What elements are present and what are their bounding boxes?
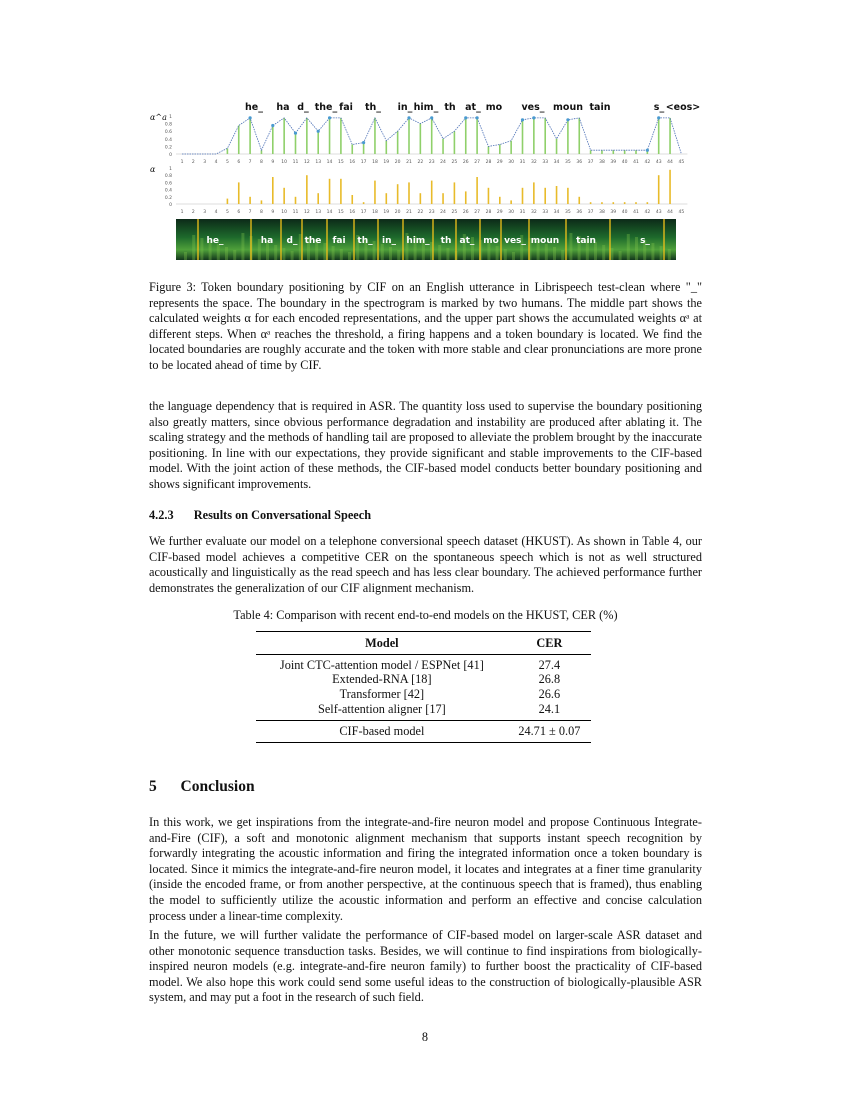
spectrogram-texture (668, 249, 671, 260)
spectrogram-texture (561, 250, 564, 260)
x-tick-label: 29 (496, 210, 503, 215)
bar-mark (578, 118, 580, 154)
x-tick-label: 37 (587, 160, 594, 165)
bar-mark (249, 118, 251, 154)
bar-mark (635, 202, 637, 204)
table-cell-model: Joint CTC-attention model / ESPNet [41] (279, 657, 484, 672)
x-tick-label: 33 (542, 210, 549, 215)
panel-axis-label: α (150, 165, 156, 174)
x-tick-label: 13 (315, 160, 322, 165)
table-cell-model: Transformer [42] (339, 687, 425, 702)
spectrogram-texture (225, 247, 228, 260)
x-tick-label: 38 (599, 160, 605, 165)
y-tick-label: 0.8 (164, 174, 172, 180)
panel-axis-label: α^a (150, 113, 167, 122)
spectrogram-texture (651, 243, 654, 260)
subsection-title: Results on Conversational Speech (193, 508, 372, 522)
cif-boundary-figure (140, 96, 705, 268)
spectrogram-texture (233, 250, 236, 260)
bar-mark (465, 191, 467, 204)
top-token-label: <eos> (665, 102, 701, 113)
top-token-label: s_ (653, 102, 665, 113)
bar-mark (272, 126, 274, 155)
x-tick-label: 32 (530, 210, 537, 215)
bar-mark (408, 182, 410, 204)
spectrogram-token-label: he_ (206, 236, 224, 246)
bar-mark (590, 150, 592, 154)
spectrogram-texture (504, 249, 507, 260)
x-tick-label: 2 (191, 210, 195, 215)
x-tick-label: 30 (508, 160, 515, 165)
spectrogram-texture (496, 246, 499, 260)
spectrogram-texture (217, 244, 220, 260)
x-tick-label: 32 (530, 160, 537, 165)
fire-point (532, 116, 535, 119)
x-tick-label: 14 (326, 160, 333, 165)
fire-point (294, 132, 297, 135)
x-tick-label: 12 (303, 210, 310, 215)
x-tick-label: 7 (248, 160, 252, 165)
section-number: 5 (149, 778, 157, 795)
x-tick-label: 24 (440, 160, 446, 165)
bar-mark (397, 184, 399, 204)
bar-mark (351, 195, 353, 204)
x-tick-label: 7 (248, 210, 252, 215)
y-tick-label: 0 (169, 203, 172, 208)
y-tick-label: 0.6 (164, 130, 172, 136)
bar-mark (522, 188, 524, 204)
x-tick-label: 21 (406, 160, 412, 165)
results-table (256, 631, 591, 743)
bar-mark (317, 193, 319, 204)
bar-mark (454, 131, 456, 154)
fire-point (407, 116, 410, 119)
x-tick-label: 8 (260, 210, 263, 215)
spectrogram-token-label: ha (260, 236, 274, 246)
bar-mark (533, 182, 535, 204)
figure-3 (140, 96, 705, 268)
fire-point (249, 116, 252, 119)
x-tick-label: 30 (508, 210, 515, 215)
fire-point (271, 124, 274, 127)
table-cell-model: Extended-RNA [18] (332, 672, 432, 687)
figure-caption: Figure 3: Token boundary positioning by CIF on an English utterance in Librispeech test-clean where "_" represents the space. The boundary in the spectrogram is marked by two humans. The middle part shows the calculated weights α for each encoded representations, and the upper part shows the accumulated weights αᵃ at different steps. When αᵃ reaches the threshold, a firing happens and a token boundary is located. We find the located boundaries are roughly accurate and the token with more stable and clear pronunciations are more prone to be located ahead of time by CIF. (149, 280, 702, 372)
spectrogram-token-label: s_ (640, 236, 650, 246)
x-tick-label: 19 (383, 160, 390, 165)
bar-mark (510, 141, 512, 154)
bar-mark (306, 175, 308, 204)
top-token-label: ha (276, 102, 290, 113)
bar-mark (499, 197, 501, 204)
paragraph-conclusion: In this work, we get inspirations from the integrate-and-fire neuron model and propose Continuous Integrate-and-Fire (CIF), a soft and monotonic alignment mechanism that supports instant speech recognition by forwardly integrating the acoustic information and firing the integrated information once a token boundary is located. Since it mimics the integrate-and-fire neuron model, it locates and integrates at a finer time granularity (inside the encoded frame, or from another perspective, at the continuous speech that is framed), thus enabling the model to sufficiently utilize the acoustic information and perform an effective and concise calculation process under a linear-time complexity. (149, 815, 702, 923)
x-tick-label: 37 (587, 210, 594, 215)
subsection-heading (149, 508, 371, 523)
x-tick-label: 3 (203, 160, 207, 165)
bar-mark (624, 150, 626, 154)
x-tick-label: 28 (485, 210, 492, 215)
bar-mark (420, 124, 422, 154)
spectrogram-texture (184, 252, 187, 260)
bar-mark (306, 118, 308, 154)
spectrogram-token-label: the (304, 236, 322, 246)
bar-mark (476, 118, 478, 154)
spectrogram-texture (381, 244, 384, 260)
spectrogram-texture (340, 249, 343, 260)
top-token-label: mo (485, 102, 503, 113)
x-tick-label: 40 (621, 210, 628, 215)
bar-mark (238, 126, 240, 155)
bar-mark (272, 177, 274, 204)
bar-mark (227, 199, 229, 204)
x-tick-label: 44 (667, 210, 673, 215)
bar-mark (658, 175, 660, 204)
bar-mark (522, 120, 524, 154)
x-tick-label: 31 (519, 160, 526, 165)
table-cell-cer: 24.1 (538, 701, 561, 716)
bar-mark (556, 139, 558, 154)
bar-mark (578, 197, 580, 204)
x-tick-label: 8 (260, 160, 263, 165)
x-tick-label: 6 (237, 210, 241, 215)
x-tick-label: 20 (394, 160, 401, 165)
x-tick-label: 38 (599, 210, 605, 215)
x-tick-label: 25 (451, 210, 458, 215)
bar-mark (442, 193, 444, 204)
bar-mark (329, 118, 331, 154)
x-tick-label: 3 (203, 210, 207, 215)
bar-mark (363, 202, 365, 204)
bar-mark (590, 202, 592, 204)
x-tick-label: 33 (542, 160, 549, 165)
spectrogram-token-label: at_ (459, 236, 475, 246)
x-tick-label: 18 (372, 210, 378, 215)
spectrogram-token-label: moun (530, 236, 560, 246)
spectrogram-token-label: th (440, 236, 452, 246)
table-cell-cer: 26.6 (538, 687, 561, 702)
bar-mark (488, 146, 490, 154)
bar-mark (567, 188, 569, 204)
bar-mark (567, 120, 569, 154)
top-token-label: in_ (397, 102, 413, 113)
bar-mark (386, 193, 388, 204)
fire-point (657, 116, 660, 119)
x-tick-label: 42 (644, 160, 651, 165)
bar-mark (374, 181, 376, 204)
top-token-label: th (444, 102, 456, 113)
x-tick-label: 17 (360, 210, 367, 215)
table-cell-cer: 26.8 (538, 672, 561, 687)
bar-mark (386, 141, 388, 154)
y-tick-label: 0.4 (164, 137, 172, 143)
bar-mark (249, 197, 251, 204)
bar-mark (635, 150, 637, 154)
table-caption: Table 4: Comparison with recent end-to-end models on the HKUST, CER (%) (233, 608, 618, 622)
x-tick-label: 26 (462, 160, 469, 165)
paragraph-conversational: We further evaluate our model on a telephone conversional speech dataset (HKUST). As shown in Table 4, our CIF-based model achieves a competitive CER on the spontaneous speech which is not as well structured acoustically and linguistically as the read speech and has less clear boundary. The achieved performance further demonstrates the generalization of our CIF alignment mechanism. (149, 534, 702, 595)
bar-mark (510, 200, 512, 204)
x-tick-label: 23 (428, 210, 435, 215)
bar-mark (658, 118, 660, 154)
bar-mark (544, 118, 546, 154)
x-tick-label: 31 (519, 210, 526, 215)
spectrogram-texture (291, 251, 294, 260)
spectrogram-texture (274, 245, 277, 260)
x-tick-label: 10 (281, 210, 288, 215)
x-tick-label: 4 (214, 160, 218, 165)
x-tick-label: 16 (349, 210, 356, 215)
x-tick-label: 29 (496, 160, 503, 165)
spectrogram-texture (545, 244, 548, 260)
section-heading (149, 778, 255, 796)
x-tick-label: 36 (576, 160, 583, 165)
spectrogram-texture (602, 245, 605, 260)
x-tick-label: 18 (372, 160, 378, 165)
paragraph-future-work: In the future, we will further validate the performance of CIF-based model on larger-scale ASR dataset and other monotonic sequence transduction tasks. Besides, we will continue to find inspirations from biologically-inspired neuron models (e.g. integrate-and-fire neuron family) to further boost the practicality of CIF-based model. We also hope this work could send some useful ideas to the construction of biologically-plausible ASR system, and may put a foot in the research of such field. (149, 928, 702, 1005)
y-tick-label: 1 (169, 115, 172, 120)
spectrogram-texture (627, 234, 630, 260)
x-tick-label: 41 (633, 210, 639, 215)
bar-mark (397, 131, 399, 154)
x-tick-label: 1 (180, 160, 184, 165)
bar-mark (556, 186, 558, 204)
x-tick-label: 44 (667, 160, 673, 165)
bar-mark (465, 118, 467, 154)
table-cell-model: Self-attention aligner [17] (318, 701, 446, 716)
bar-mark (601, 202, 603, 204)
x-tick-label: 34 (553, 160, 560, 165)
bar-mark (420, 193, 422, 204)
spectrogram-texture (200, 238, 203, 260)
x-tick-label: 45 (678, 210, 685, 215)
x-tick-label: 11 (292, 160, 299, 165)
fire-point (646, 149, 649, 152)
spectrogram-token-label: him_ (406, 236, 430, 246)
bar-mark (488, 188, 490, 204)
bar-mark (601, 150, 603, 154)
x-tick-label: 20 (394, 210, 401, 215)
fire-point (476, 116, 479, 119)
x-tick-label: 22 (417, 210, 424, 215)
x-tick-label: 35 (565, 210, 571, 215)
x-tick-label: 39 (610, 210, 617, 215)
fire-point (566, 118, 569, 121)
bar-mark (476, 177, 478, 204)
spectrogram-token-label: ves_ (504, 236, 526, 246)
x-tick-label: 5 (225, 160, 229, 165)
top-token-label: the_ (314, 102, 338, 113)
top-token-label: th_ (364, 102, 382, 113)
subsection-number: 4.2.3 (149, 508, 174, 522)
bar-mark (669, 118, 671, 154)
x-tick-label: 2 (191, 160, 195, 165)
x-tick-label: 35 (565, 160, 571, 165)
x-tick-label: 19 (383, 210, 390, 215)
bar-mark (499, 145, 501, 155)
table-cell-model-final: CIF-based model (339, 723, 425, 738)
x-tick-label: 45 (678, 160, 685, 165)
fire-point (464, 116, 467, 119)
spectrogram-texture (512, 252, 515, 260)
x-tick-label: 16 (349, 160, 356, 165)
spectrogram-texture (446, 248, 449, 260)
bar-mark (431, 181, 433, 204)
x-tick-label: 25 (451, 160, 458, 165)
bar-mark (295, 197, 297, 204)
bar-mark (669, 170, 671, 204)
x-tick-label: 10 (281, 160, 288, 165)
x-tick-label: 34 (553, 210, 560, 215)
x-tick-label: 43 (655, 210, 662, 215)
x-tick-label: 39 (610, 160, 617, 165)
fire-point (521, 118, 524, 121)
spectrogram-texture (569, 233, 572, 260)
bar-mark (613, 202, 615, 204)
table-header-cer: CER (536, 636, 563, 650)
y-tick-label: 0.8 (164, 122, 172, 128)
spectrogram-token-label: tain (576, 236, 596, 246)
top-token-label: him_ (413, 102, 439, 113)
fire-point (317, 130, 320, 133)
x-tick-label: 26 (462, 210, 469, 215)
page-number: 8 (421, 1030, 429, 1044)
x-tick-label: 21 (406, 210, 412, 215)
x-tick-label: 36 (576, 210, 583, 215)
x-tick-label: 27 (474, 210, 480, 215)
x-tick-label: 9 (271, 160, 275, 165)
bar-mark (227, 148, 229, 154)
table-cell-cer: 27.4 (538, 657, 561, 672)
x-tick-label: 15 (338, 210, 344, 215)
x-tick-label: 5 (225, 210, 229, 215)
y-tick-label: 0.2 (164, 195, 172, 201)
bar-mark (408, 118, 410, 154)
fire-point (430, 116, 433, 119)
bar-mark (317, 131, 319, 154)
spectrogram-texture (332, 246, 335, 260)
fire-point (328, 116, 331, 119)
x-tick-label: 24 (440, 210, 446, 215)
x-tick-label: 11 (292, 210, 299, 215)
table-cell-cer-final: 24.71 ± 0.07 (518, 723, 581, 738)
spectrogram-texture (438, 245, 441, 260)
bar-mark (340, 118, 342, 154)
bar-mark (454, 182, 456, 204)
bar-mark (544, 188, 546, 204)
spectrogram-texture (348, 252, 351, 260)
y-tick-label: 0.6 (164, 181, 172, 187)
bar-mark (374, 118, 376, 154)
spectrogram-texture (635, 237, 638, 260)
table-header-model: Model (365, 636, 399, 650)
spectrogram-texture (192, 235, 195, 260)
x-tick-label: 43 (655, 160, 662, 165)
bar-mark (624, 202, 626, 204)
spectrogram-texture (299, 234, 302, 260)
spectrogram-texture (619, 251, 622, 260)
x-tick-label: 14 (326, 210, 333, 215)
x-tick-label: 15 (338, 160, 344, 165)
x-tick-label: 12 (303, 160, 310, 165)
bar-mark (238, 182, 240, 204)
spectrogram-texture (373, 241, 376, 260)
spectrogram-texture (389, 247, 392, 260)
top-token-label: he_ (245, 102, 263, 113)
spectrogram-texture (282, 248, 285, 260)
y-tick-label: 0 (169, 153, 172, 158)
bar-mark (647, 202, 649, 204)
x-tick-label: 6 (237, 160, 241, 165)
x-tick-label: 41 (633, 160, 639, 165)
x-tick-label: 1 (180, 210, 184, 215)
bar-mark (351, 145, 353, 155)
bar-mark (283, 188, 285, 204)
top-token-label: at_ (465, 102, 481, 113)
spectrogram-token-label: d_ (286, 236, 298, 246)
x-tick-label: 40 (621, 160, 628, 165)
bar-mark (533, 118, 535, 154)
x-tick-label: 42 (644, 210, 651, 215)
y-tick-label: 0.2 (164, 145, 172, 151)
top-token-label: tain (589, 102, 611, 113)
x-tick-label: 23 (428, 160, 435, 165)
spectrogram-texture (553, 247, 556, 260)
spectrogram-texture (323, 243, 326, 260)
bar-mark (363, 143, 365, 154)
bar-mark (613, 150, 615, 154)
top-token-label: d_ (297, 102, 309, 113)
bar-mark (283, 118, 285, 154)
top-token-label: moun (553, 102, 583, 113)
spectrogram-texture (241, 233, 244, 260)
x-tick-label: 4 (214, 210, 218, 215)
top-token-label: fai (339, 102, 353, 113)
bar-mark (329, 179, 331, 204)
top-token-label: ves_ (521, 102, 545, 113)
x-tick-label: 22 (417, 160, 424, 165)
x-tick-label: 17 (360, 160, 367, 165)
fire-point (362, 141, 365, 144)
spectrogram-texture (610, 248, 613, 260)
x-tick-label: 9 (271, 210, 275, 215)
spectrogram-texture (660, 246, 663, 260)
y-tick-label: 1 (169, 167, 172, 172)
spectrogram-texture (397, 250, 400, 260)
bar-mark (261, 200, 263, 204)
bar-mark (442, 139, 444, 154)
spectrogram-token-label: mo (483, 236, 499, 246)
y-tick-label: 0.4 (164, 188, 172, 194)
x-tick-label: 28 (485, 160, 492, 165)
bar-mark (340, 179, 342, 204)
paragraph-ablation: the language dependency that is required in ASR. The quantity loss used to supervise the boundary positioning also greatly matters, since obvious performance degradation and instability are produced after ablating it. The scaling strategy and the methods of handling tail are proposed to alleviate the problem brought by the inaccurate positioning. In line with our expectations, they provide significant and stable improvements to the CIF-based model. With the joint action of these methods, the CIF-based model conducts better boundary positioning and shows significant improvements. (149, 399, 702, 491)
spectrogram-token-label: in_ (382, 236, 396, 246)
bar-mark (431, 118, 433, 154)
section-title: Conclusion (180, 778, 255, 795)
spectrogram-token-label: fai (332, 236, 346, 246)
spectrogram-token-label: th_ (357, 236, 373, 246)
x-tick-label: 13 (315, 210, 322, 215)
x-tick-label: 27 (474, 160, 480, 165)
bar-mark (295, 133, 297, 154)
